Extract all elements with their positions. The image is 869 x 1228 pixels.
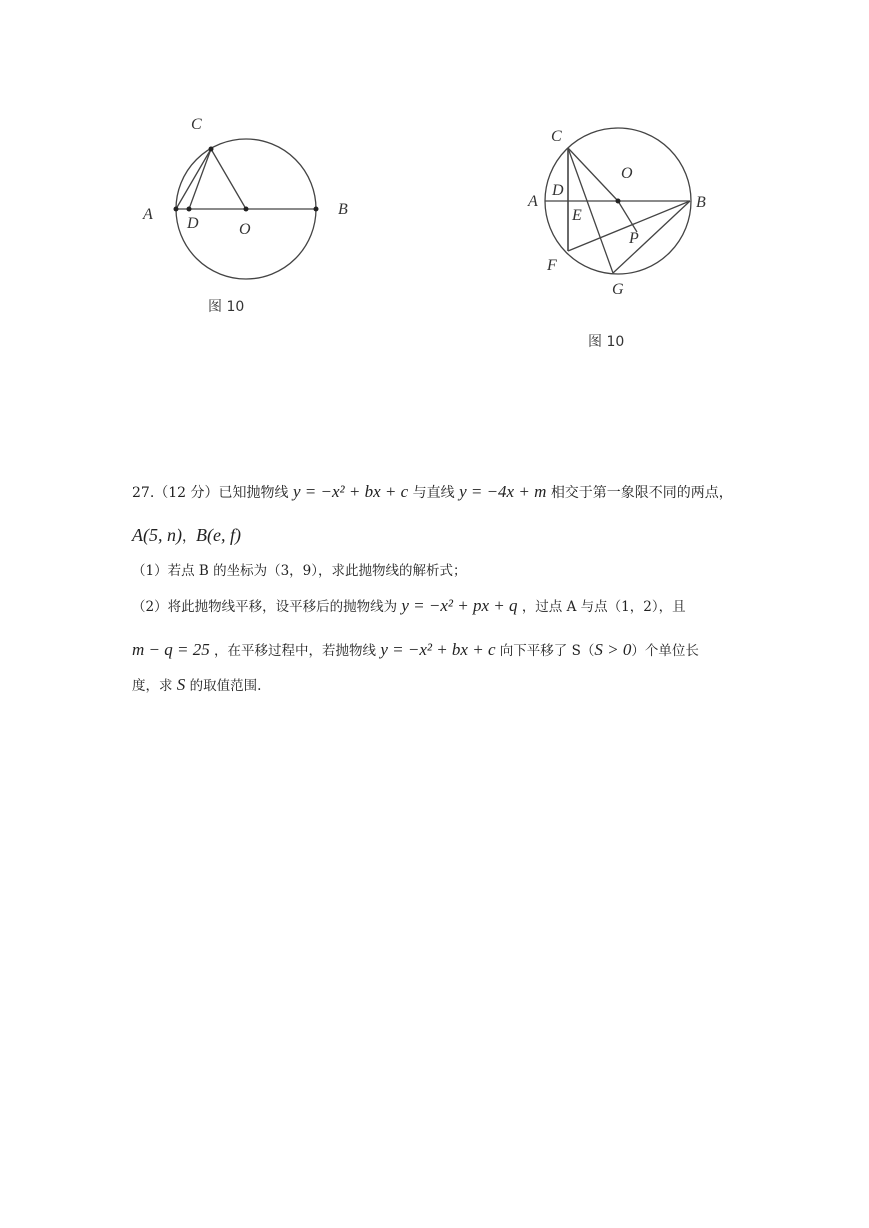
part-2-S: S — [176, 675, 186, 694]
figure-1-caption: 图 10 — [208, 299, 245, 315]
part-1: （1）若点 B 的坐标为（3，9），求此抛物线的解析式； — [132, 563, 467, 579]
label-P: P — [629, 230, 639, 247]
label-B: B — [338, 201, 348, 218]
part-2-text-f: 度，求 — [132, 678, 173, 694]
figure-1 — [130, 105, 370, 295]
label-E: E — [572, 207, 582, 224]
part-2-text-b: ，过点 A 与点（1，2），且 — [521, 599, 686, 615]
separator: ， — [181, 529, 196, 545]
problem-line-2 — [132, 525, 241, 547]
label-O: O — [239, 221, 251, 238]
label-F: F — [547, 257, 557, 274]
intersect-text: 相交于第一象限不同的两点， — [550, 485, 733, 501]
figure-2 — [520, 120, 720, 310]
line-formula: y = −4x + m — [459, 482, 547, 501]
problem-line-1 — [132, 482, 733, 503]
label-G: G — [612, 281, 624, 298]
figure-2-caption: 图 10 — [588, 334, 625, 350]
part-2-text-g: 的取值范围. — [189, 678, 262, 694]
part-2-parabola-2: y = −x² + bx + c — [380, 640, 496, 659]
label-B: B — [696, 194, 706, 211]
label-D: D — [552, 182, 564, 199]
part-2-line-3 — [132, 675, 261, 696]
part-2-text-c: ，在平移过程中，若抛物线 — [214, 643, 377, 659]
label-A: A — [143, 206, 153, 223]
parabola-formula: y = −x² + bx + c — [292, 482, 409, 501]
figure-2-diagram — [520, 120, 720, 310]
part-2-condition: m − q = 25 — [132, 640, 210, 659]
part-2-line-1 — [132, 596, 686, 617]
part-2-text-e: ）个单位长 — [631, 643, 699, 659]
figure-1-diagram — [130, 105, 370, 295]
label-A: A — [528, 193, 538, 210]
point-A: A(5, n) — [132, 525, 182, 545]
label-C: C — [191, 116, 202, 133]
label-O: O — [621, 165, 633, 182]
part-2-parabola: y = −x² + px + q — [401, 596, 518, 615]
part-2-text-d: 向下平移了 S（ — [499, 643, 595, 659]
label-D: D — [187, 215, 199, 232]
with-line-text: 与直线 — [412, 485, 455, 501]
part-2-line-2 — [132, 640, 699, 661]
problem-score: （12 分） — [154, 485, 219, 501]
problem-number: 27. — [132, 485, 155, 501]
intro-text: 已知抛物线 — [218, 485, 289, 501]
part-2-text-a: （2）将此抛物线平移，设平移后的抛物线为 — [132, 599, 398, 615]
point-B: B(e, f) — [195, 525, 241, 545]
label-C: C — [551, 128, 562, 145]
part-2-S-condition: S > 0 — [594, 640, 632, 659]
